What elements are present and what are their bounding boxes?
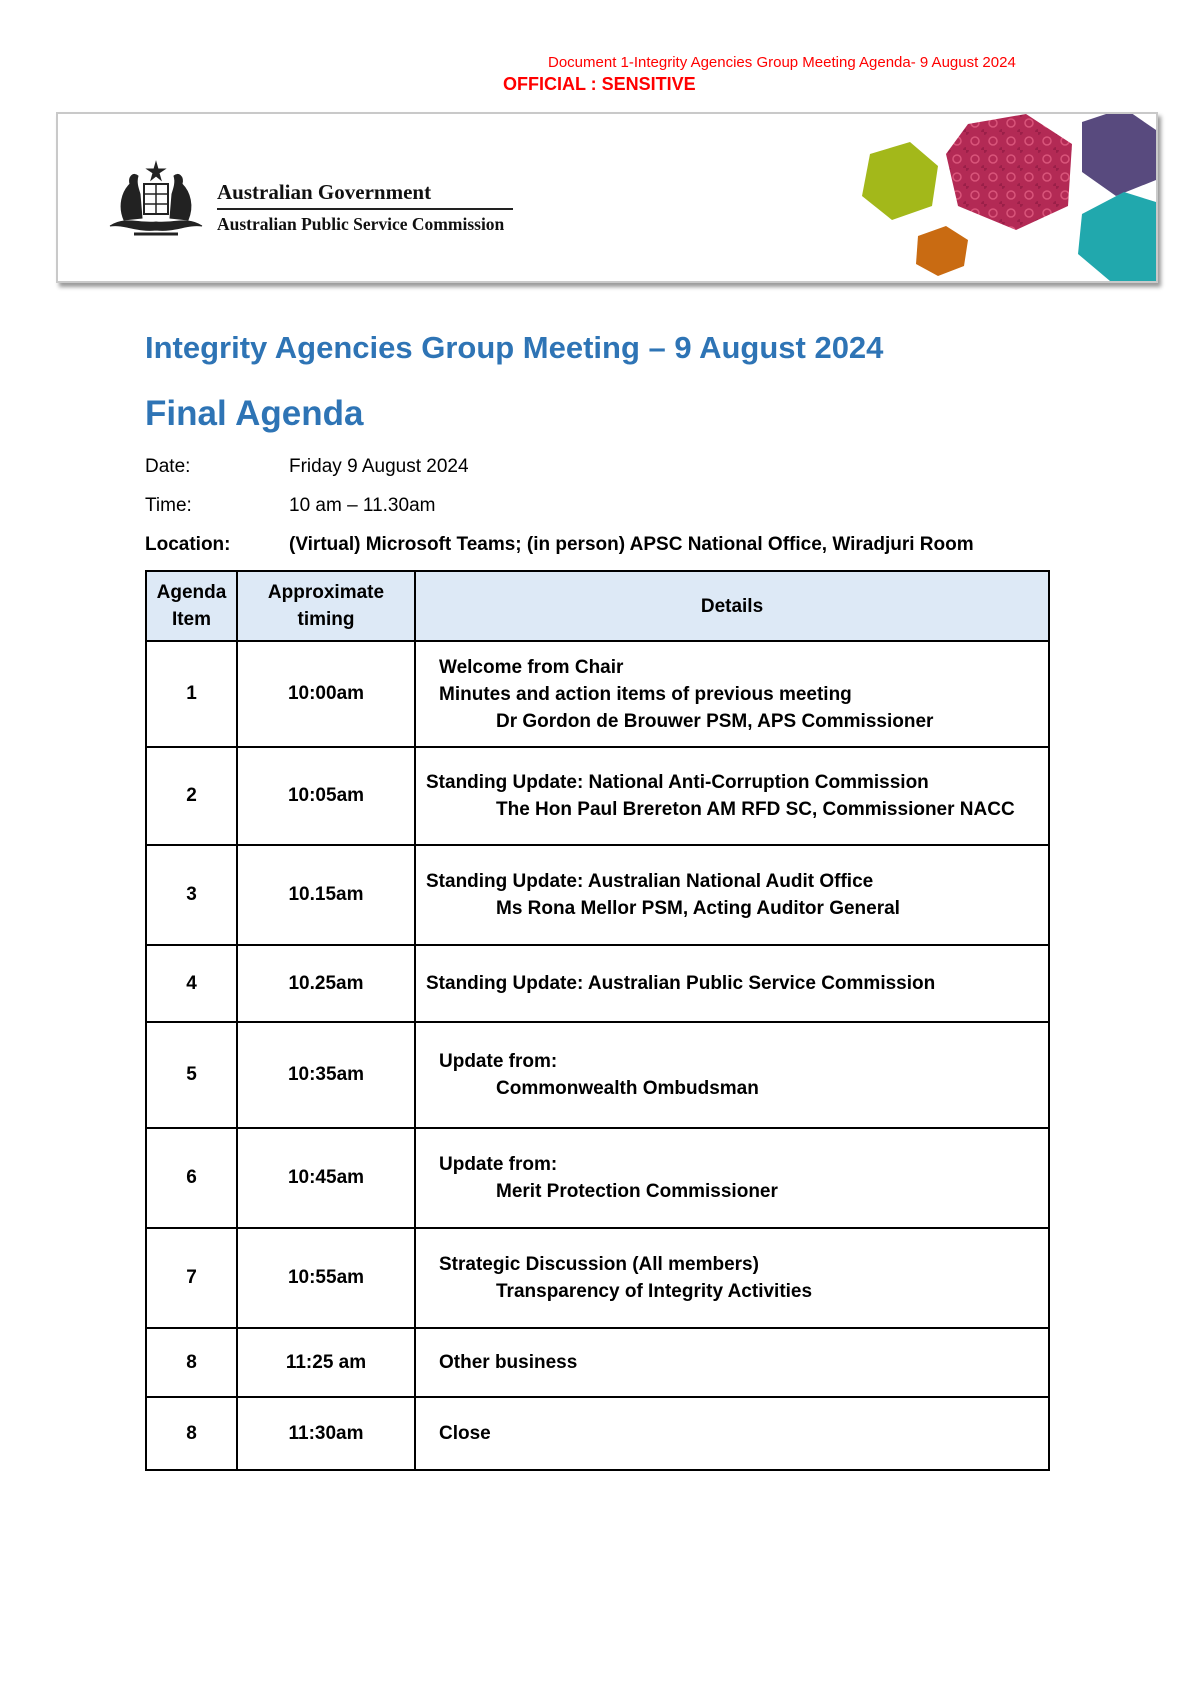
agenda-item-number: 8 (146, 1397, 237, 1470)
header-agenda-item: Agenda Item (146, 571, 237, 641)
agenda-item-time: 11:25 am (237, 1328, 415, 1397)
teal-hexagon (1078, 192, 1156, 281)
agenda-item-time: 10.15am (237, 845, 415, 945)
org-name-commission: Australian Public Service Commission (217, 214, 505, 234)
header-banner (56, 112, 1158, 283)
agenda-item-details (415, 747, 1049, 845)
agenda-item-time: 10:35am (237, 1022, 415, 1128)
org-name-government: Australian Government (217, 180, 432, 204)
page-title: Integrity Agencies Group Meeting – 9 August 2024 (145, 330, 884, 365)
agenda-item-time: 11:30am (237, 1397, 415, 1470)
header-details: Details (415, 571, 1049, 641)
table-header-row (146, 571, 1049, 641)
table-row (146, 747, 1049, 845)
detail-line: Merit Protection Commissioner (496, 1181, 778, 1202)
date-value: Friday 9 August 2024 (289, 456, 469, 477)
agenda-item-time: 10:05am (237, 747, 415, 845)
detail-line: Welcome from Chair (439, 656, 624, 678)
table-row (146, 1128, 1049, 1228)
time-value: 10 am – 11.30am (289, 495, 436, 516)
location-value: (Virtual) Microsoft Teams; (in person) APSC National Office, Wiradjuri Room (289, 534, 974, 555)
agenda-item-details (415, 945, 1049, 1022)
security-classification: OFFICIAL : SENSITIVE (503, 74, 696, 94)
green-hexagon (862, 142, 938, 220)
agenda-item-details (415, 1328, 1049, 1397)
agenda-item-details (415, 1397, 1049, 1470)
agenda-item-number: 2 (146, 747, 237, 845)
detail-line: The Hon Paul Brereton AM RFD SC, Commissioner NACC (496, 799, 1015, 820)
agenda-item-number: 8 (146, 1328, 237, 1397)
page-subtitle: Final Agenda (145, 394, 364, 433)
meta-location (145, 534, 974, 556)
document-reference: Document 1-Integrity Agencies Group Meeting Agenda- 9 August 2024 (548, 54, 1016, 71)
table-row (146, 1022, 1049, 1128)
detail-line: Minutes and action items of previous meeting (439, 683, 852, 705)
header-timing: Approximate timing (237, 571, 415, 641)
detail-line: Transparency of Integrity Activities (496, 1281, 813, 1302)
detail-line: Commonwealth Ombudsman (496, 1078, 759, 1099)
time-label: Time: (145, 495, 192, 516)
agenda-table (145, 570, 1050, 1471)
agenda-body (146, 641, 1049, 1470)
table-row (146, 1397, 1049, 1470)
agenda-item-details (415, 1128, 1049, 1228)
detail-line: Update from: (439, 1051, 558, 1072)
org-divider (217, 208, 513, 210)
location-label: Location: (145, 534, 231, 555)
meta-time (145, 495, 435, 517)
agenda-item-time: 10:00am (237, 641, 415, 747)
detail-line: Standing Update: Australian National Audit Office (426, 871, 874, 892)
agenda-item-details (415, 1228, 1049, 1328)
agenda-item-time: 10:45am (237, 1128, 415, 1228)
table-row (146, 845, 1049, 945)
detail-line: Standing Update: National Anti-Corruption Commission (426, 772, 929, 793)
red-paisley-hexagon (946, 114, 1072, 230)
table-row (146, 1328, 1049, 1397)
purple-hexagon (1082, 114, 1156, 196)
agenda-item-number: 1 (146, 641, 237, 747)
agenda-item-number: 3 (146, 845, 237, 945)
table-row (146, 945, 1049, 1022)
coat-of-arms-icon (104, 158, 208, 244)
detail-line: Other business (439, 1352, 578, 1373)
agenda-item-time: 10:55am (237, 1228, 415, 1328)
date-label: Date: (145, 456, 191, 477)
table-row (146, 1228, 1049, 1328)
table-row (146, 641, 1049, 747)
orange-hexagon (916, 226, 968, 276)
detail-line: Standing Update: Australian Public Service Commission (426, 973, 936, 994)
detail-line: Update from: (439, 1154, 558, 1175)
agenda-item-details (415, 845, 1049, 945)
meta-date (145, 456, 469, 478)
agenda-item-details (415, 641, 1049, 747)
decorative-hexagons (858, 114, 1156, 281)
agenda-item-time: 10.25am (237, 945, 415, 1022)
agenda-item-details (415, 1022, 1049, 1128)
detail-line: Strategic Discussion (All members) (439, 1254, 759, 1275)
detail-line: Close (439, 1423, 491, 1444)
agenda-item-number: 7 (146, 1228, 237, 1328)
agenda-item-number: 5 (146, 1022, 237, 1128)
detail-line: Ms Rona Mellor PSM, Acting Auditor General (496, 898, 900, 919)
detail-line: Dr Gordon de Brouwer PSM, APS Commissioner (496, 710, 934, 732)
agenda-item-number: 6 (146, 1128, 237, 1228)
agenda-item-number: 4 (146, 945, 237, 1022)
